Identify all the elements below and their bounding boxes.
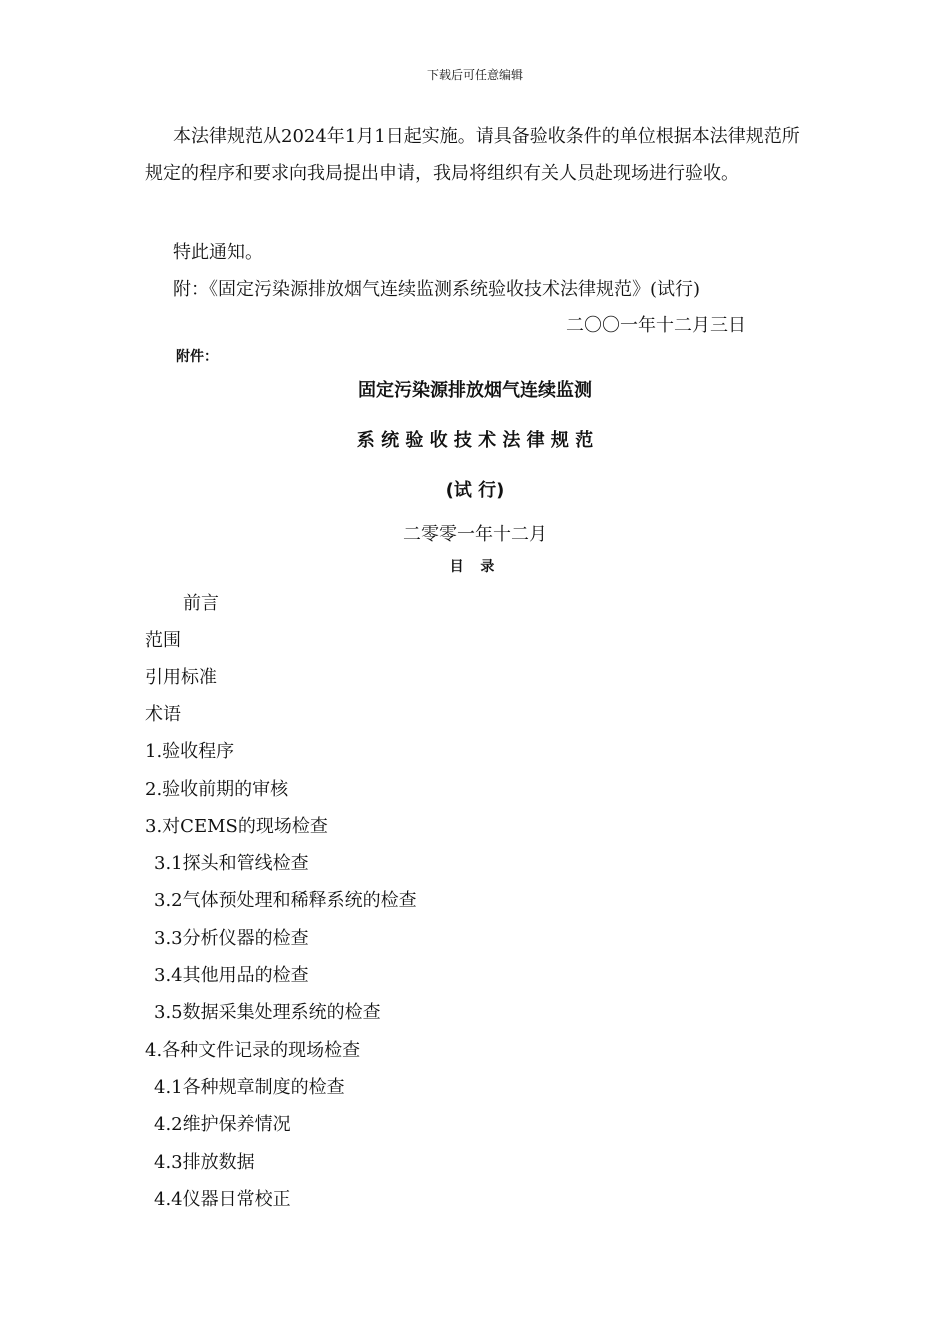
toc-item: 3.3分析仪器的检查: [154, 928, 309, 949]
page-header: 下载后可任意编辑: [426, 68, 523, 82]
toc-item: 4.3排放数据: [154, 1152, 255, 1173]
notice-closing: 特此通知。: [173, 242, 263, 263]
notice-date: 二〇〇一年十二月三日: [566, 315, 746, 336]
toc-item: 4.各种文件记录的现场检查: [145, 1040, 361, 1061]
attachment-label: 附件：: [176, 349, 218, 365]
toc-item: 引用标准: [145, 667, 217, 688]
document-title-line1: 固定污染源排放烟气连续监测: [358, 380, 592, 401]
attachment-reference: 附：《固定污染源排放烟气连续监测系统验收技术法律规范》(试行): [173, 279, 701, 300]
toc-item: 术语: [145, 704, 181, 725]
toc-item: 前言: [183, 593, 219, 614]
toc-item: 3.4其他用品的检查: [154, 965, 309, 986]
notice-paragraph: 本法律规范从2024年1月1日起实施。请具备验收条件的单位根据本法律规范所规定的程序和要求向我局提出申请，我局将组织有关人员赴现场进行验收。: [145, 126, 800, 184]
toc-item: 4.2维护保养情况: [154, 1114, 291, 1135]
toc-item: 4.1各种规章制度的检查: [154, 1077, 345, 1098]
document-date: 二零零一年十二月: [403, 524, 547, 545]
toc-item: 3.2气体预处理和稀释系统的检查: [154, 890, 417, 911]
document-trial-label: (试 行): [445, 480, 505, 501]
toc-item: 4.4仪器日常校正: [154, 1189, 291, 1210]
toc-item: 3.5数据采集处理系统的检查: [154, 1002, 381, 1023]
toc-heading: 目 录: [449, 559, 501, 575]
toc-item: 3.1探头和管线检查: [154, 853, 309, 874]
toc-item: 范围: [145, 630, 181, 651]
toc-item: 2.验收前期的审核: [145, 779, 289, 800]
document-title-line2: 系 统 验 收 技 术 法 律 规 范: [356, 430, 594, 451]
toc-item: 3.对CEMS的现场检查: [145, 816, 328, 837]
toc-item: 1.验收程序: [145, 741, 235, 762]
